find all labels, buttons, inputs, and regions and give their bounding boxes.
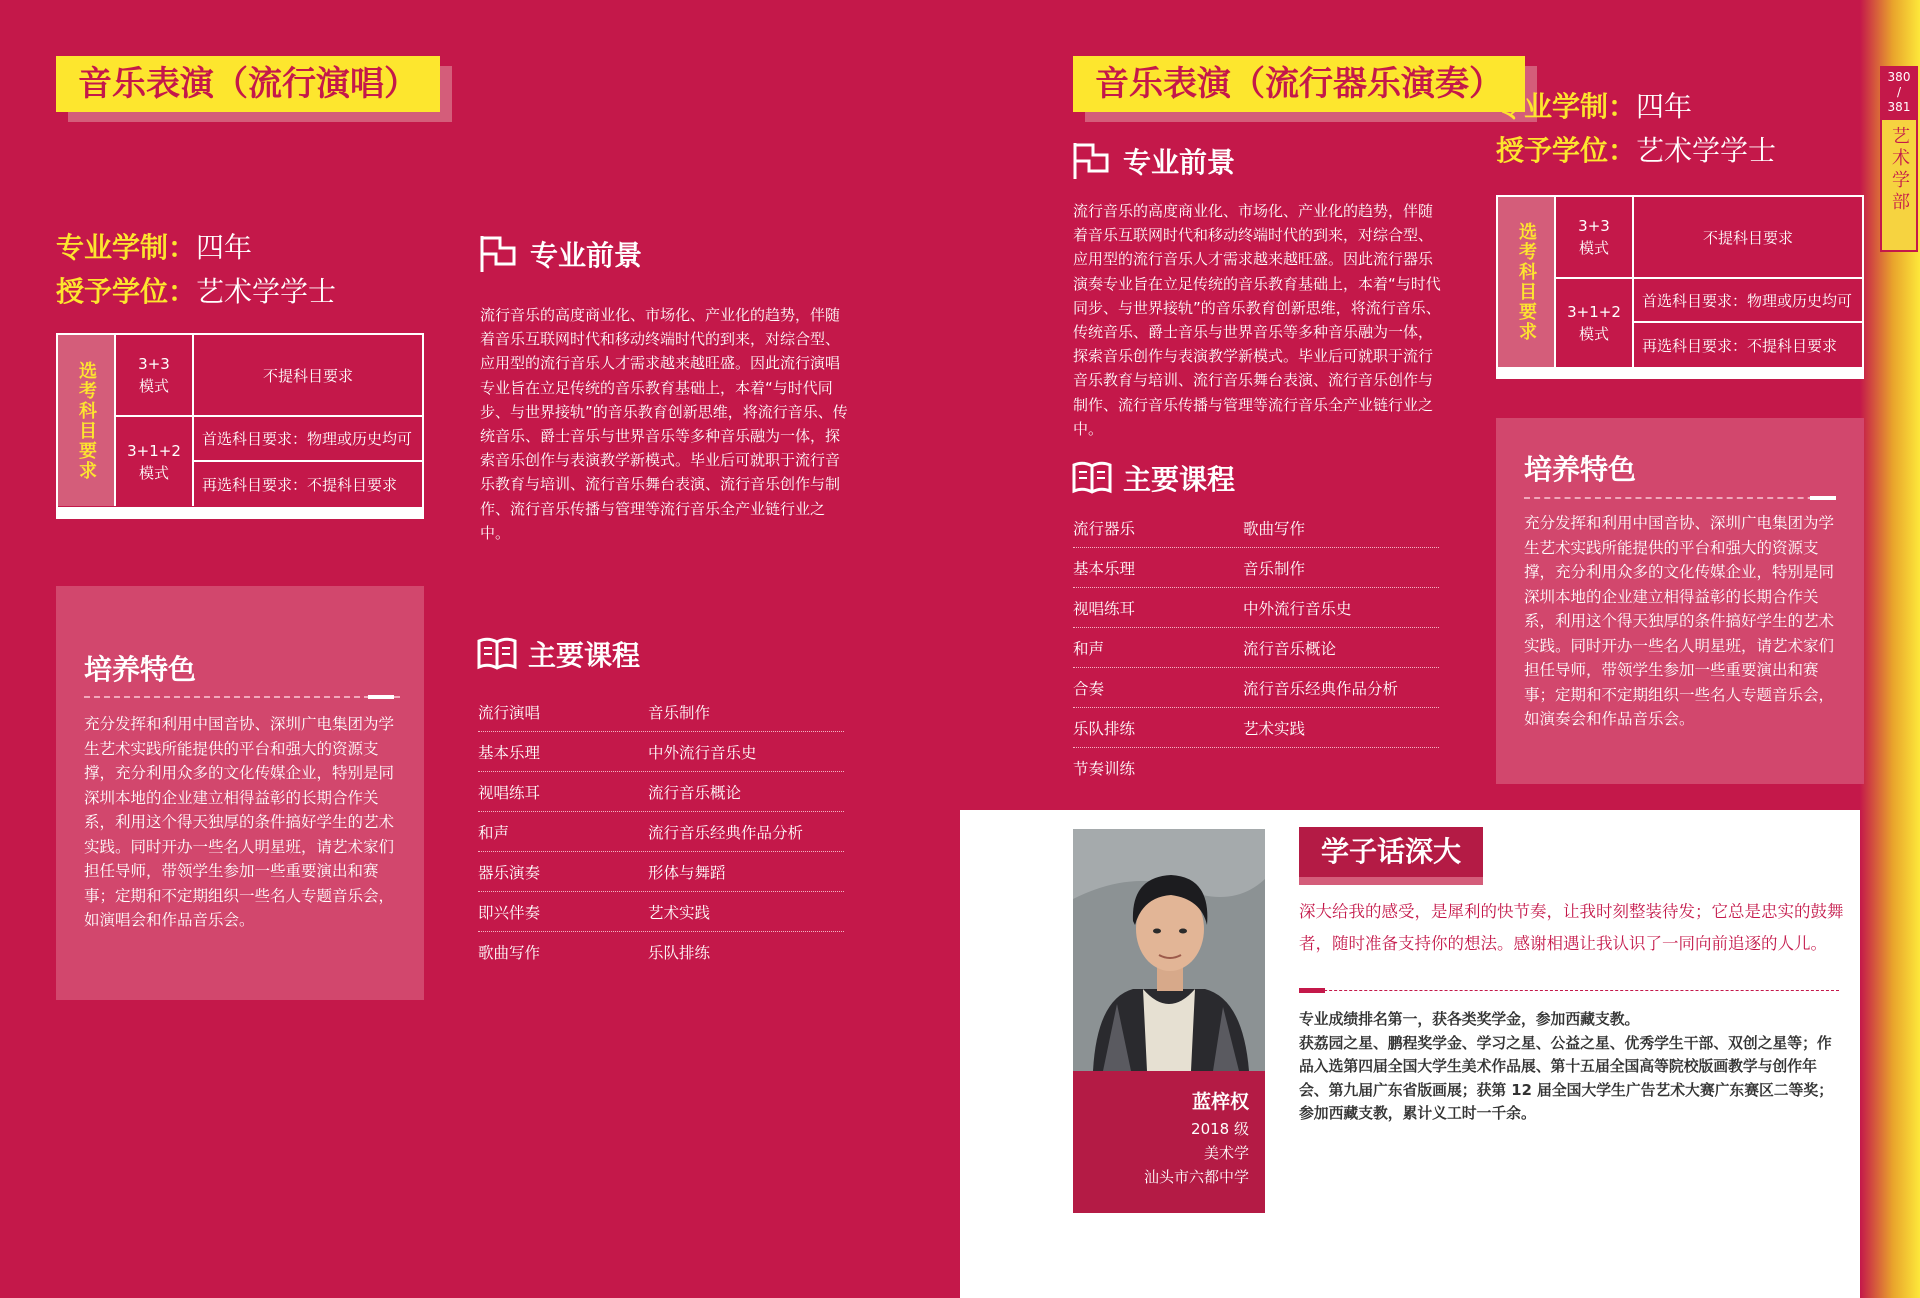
exam-mode-3-3: 3+3 模式 [116,335,194,417]
right-degree [1496,129,1776,173]
flag-icon [478,234,520,274]
exam-mode-3-1-2: 3+1+2 模式 [116,417,194,506]
right-training-title: 培养特色 [1524,453,1637,486]
left-prospect-title: 专业前景 [530,239,643,272]
exam-req-second: 再选科目要求：不提科目要求 [1642,336,1838,355]
right-prospect-text: 流行音乐的高度商业化、市场化、产业化的趋势，伴随着音乐互联网时代和移动终端时代的到来，对综合型、应用型的流行音乐人才需求越来越旺盛。因此流行器乐演奏专业旨在立足传统的音乐教育基础上，本着“与时代同步、与世界接轨”的音乐教育创新思维，将流行音乐、传统音乐、爵士音乐与世界音乐等多种音乐融为一体，探索音乐创作与表演教学新模式。毕业后可就职于流行音乐教育与培训、流行音乐舞台表演、流行音乐创作与制作、流行音乐传播与管理等流行音乐全产业链行业之中。 [1073,202,1441,438]
course-item: 视唱练耳 [478,783,541,802]
book-icon [476,636,518,672]
flag-icon [1071,141,1113,181]
left-degree [56,270,336,314]
course-item: 音乐制作 [1243,559,1306,578]
exam-side-label: 选考科目要求 [58,335,116,506]
right-major-title: 音乐表演（流行器乐演奏） [1073,56,1525,112]
student-major: 美术学 [1203,1144,1249,1162]
right-courses-heading [1071,458,1235,498]
course-row [478,732,844,772]
left-training-title: 培养特色 [84,653,197,686]
left-degree-value: 艺术学学士 [196,275,337,308]
left-duration-value: 四年 [196,231,253,264]
page-tab [1880,66,1918,252]
course-item: 流行音乐概论 [648,783,742,802]
course-item: 艺术实践 [648,903,711,922]
right-courses-title: 主要课程 [1123,463,1236,496]
course-item: 流行演唱 [478,703,541,722]
course-item: 合奏 [1073,679,1105,698]
left-prospect-heading [478,234,642,274]
course-item: 艺术实践 [1243,719,1306,738]
left-courses-heading [476,634,640,674]
student-achievements: 专业成绩排名第一，获各类奖学金，参加西藏支教。 获荔园之星、鹏程奖学金、学习之星、公益之星、优秀学生干部、双创之星等；作品入选第四届全国大学生美术作品展、第十五届全国高等院校版画教学与创作年会、第九届广东省版画展；获第 12 届全国大学生广告艺术大赛广东赛区二等奖；参加西藏支教，累计义工时一千余。 [1299,1011,1833,1123]
student-name: 蓝梓权 [1191,1091,1249,1113]
student-portrait-illustration [1073,829,1265,1071]
training-divider-accent [368,695,394,699]
exam-req-first: 首选科目要求：物理或历史均可 [194,417,422,462]
page-number: 380 / 381 [1882,68,1916,120]
right-training-box [1496,418,1864,784]
right-prospect-title: 专业前景 [1123,146,1236,179]
course-row [478,772,844,812]
course-row [1073,508,1439,548]
course-item: 流行器乐 [1073,519,1136,538]
exam-req-none: 不提科目要求 [1634,197,1862,279]
quote-divider-accent [1299,988,1325,993]
left-exam-table [56,333,424,519]
left-course-list [478,692,844,972]
student-quote: 深大给我的感受，是犀利的快节奏，让我时刻整装待发；它总是忠实的鼓舞者，随时准备支持你的想法。感谢相遇让我认识了一同向前追逐的人儿。 [1299,902,1844,953]
course-item: 节奏训练 [1073,760,1136,778]
student-year: 2018 级 [1191,1120,1249,1138]
left-duration-key: 专业学制： [56,231,197,264]
right-duration-key: 专业学制： [1496,90,1637,123]
course-row [1073,548,1439,588]
course-item: 即兴伴奏 [478,903,541,922]
course-item: 和声 [1073,639,1105,658]
left-training-box [56,586,424,1000]
course-row [1073,708,1439,748]
student-info-card [1073,1071,1265,1213]
right-exam-table [1496,195,1864,379]
course-item: 乐队排练 [648,944,711,962]
course-item: 视唱练耳 [1073,599,1136,618]
left-courses-title: 主要课程 [528,639,641,672]
student-school: 汕头市六都中学 [1143,1168,1249,1186]
course-item: 流行音乐经典作品分析 [648,823,804,842]
course-row [1073,628,1439,668]
student-photo [1073,829,1265,1071]
training-divider-accent [1810,496,1836,500]
course-item: 形体与舞蹈 [648,863,726,882]
right-degree-key: 授予学位： [1496,134,1637,167]
student-section-title: 学子话深大 [1299,827,1483,877]
training-divider [1524,497,1834,499]
quote-divider [1299,990,1839,991]
course-item: 流行音乐经典作品分析 [1243,679,1399,698]
course-row [478,852,844,892]
department-label: 艺术学部 [1889,126,1910,214]
right-duration [1496,85,1692,129]
left-duration [56,226,252,270]
training-divider [84,696,400,698]
left-prospect-text: 流行音乐的高度商业化、市场化、产业化的趋势，伴随着音乐互联网时代和移动终端时代的到来，对综合型、应用型的流行音乐人才需求越来越旺盛。因此流行演唱专业旨在立足传统的音乐教育基础上，本着“与时代同步、与世界接轨”的音乐教育创新思维，将流行音乐、传统音乐、爵士音乐与世界音乐等多种音乐融为一体，探索音乐创作与表演教学新模式。毕业后可就职于流行音乐教育与培训、流行音乐舞台表演、流行音乐创作与制作、流行音乐传播与管理等流行音乐全产业链行业之中。 [480,306,848,542]
course-row [1073,748,1439,788]
exam-req-first: 首选科目要求：物理或历史均可 [1634,279,1862,323]
course-row [478,932,844,972]
course-item: 乐队排练 [1073,719,1136,738]
exam-side-label: 选考科目要求 [1498,197,1556,367]
left-major-title: 音乐表演（流行演唱） [56,56,440,112]
exam-req-second: 再选科目要求：不提科目要求 [202,475,398,494]
exam-mode-3-1-2: 3+1+2 模式 [1556,279,1634,367]
exam-req-none: 不提科目要求 [194,335,422,417]
course-item: 和声 [478,823,510,842]
course-item: 基本乐理 [1073,559,1136,578]
course-item: 歌曲写作 [1243,519,1306,538]
book-icon [1071,460,1113,496]
course-row [1073,588,1439,628]
exam-mode-3-3: 3+3 模式 [1556,197,1634,279]
right-degree-value: 艺术学学士 [1636,134,1777,167]
course-row [478,892,844,932]
course-item: 器乐演奏 [478,863,541,882]
right-prospect-heading [1071,141,1235,181]
right-duration-value: 四年 [1636,90,1693,123]
right-training-text: 充分发挥和利用中国音协、深圳广电集团为学生艺术实践所能提供的平台和强大的资源支撑，充分利用众多的文化传媒企业，特别是同深圳本地的企业建立相得益彰的长期合作关系，利用这个得天独厚的条件搞好学生的艺术实践。同时开办一些名人明星班，请艺术家们担任导师，带领学生参加一些重要演出和赛事；定期和不定期组织一些名人专题音乐会，如演奏会和作品音乐会。 [1524,514,1835,728]
course-row [1073,668,1439,708]
course-item: 基本乐理 [478,743,541,762]
course-row [478,692,844,732]
left-training-text: 充分发挥和利用中国音协、深圳广电集团为学生艺术实践所能提供的平台和强大的资源支撑，充分利用众多的文化传媒企业，特别是同深圳本地的企业建立相得益彰的长期合作关系，利用这个得天独厚的条件搞好学生的艺术实践。同时开办一些名人明星班，请艺术家们担任导师，带领学生参加一些重要演出和赛事；定期和不定期组织一些名人专题音乐会，如演唱会和作品音乐会。 [84,715,395,929]
left-degree-key: 授予学位： [56,275,197,308]
course-item: 中外流行音乐史 [648,743,757,762]
course-item: 歌曲写作 [478,944,541,962]
course-item: 音乐制作 [648,703,711,722]
right-course-list [1073,508,1439,788]
course-row [478,812,844,852]
course-item: 流行音乐概论 [1243,639,1337,658]
course-item: 中外流行音乐史 [1243,599,1352,618]
